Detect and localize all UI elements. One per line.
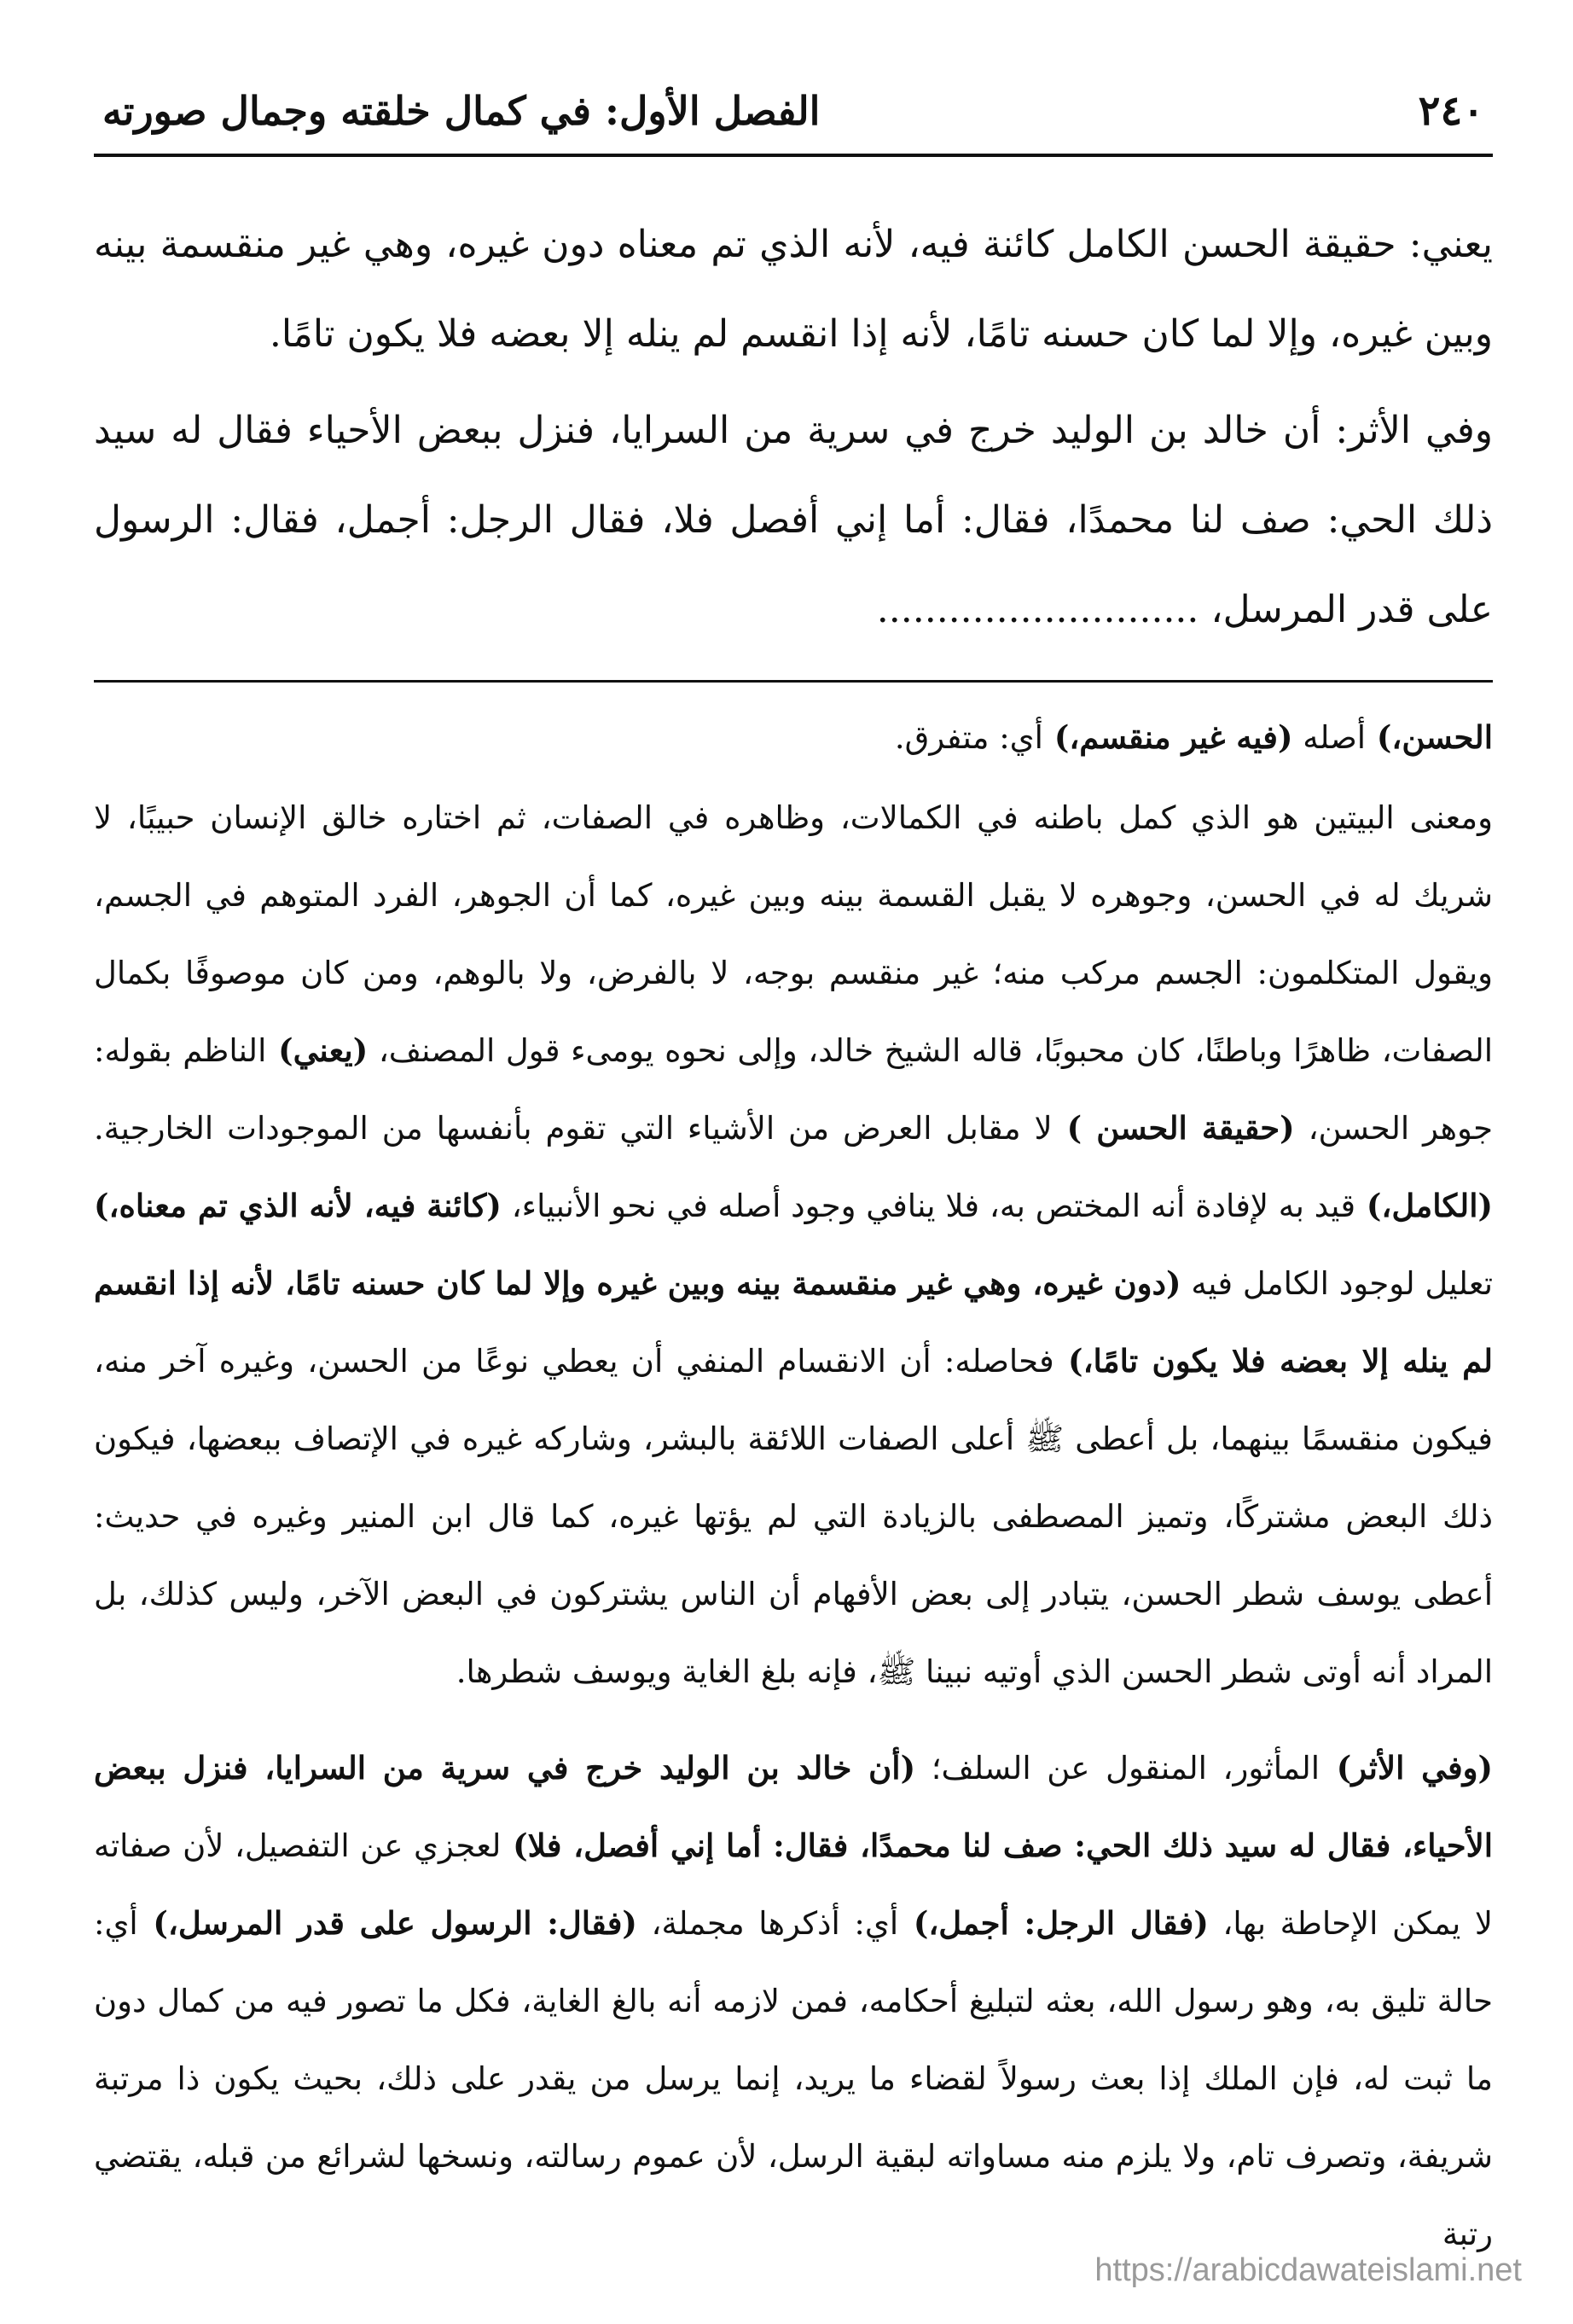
commentary-paragraph [94, 705, 1493, 770]
bold-quote-segment: (فقال الرجل: أجمل،) [898, 1904, 1209, 1942]
text-segment: تعليل لوجود الكامل فيه [1181, 1265, 1493, 1302]
text-segment: فحاصله: أن الانقسام المنفي أن يعطي نوعًا من الحسن، وغيره آخر منه، فيكون منقسمًا بينهما، بل أعطى ﷺ أعلى الصفات اللائقة بالبشر، وشاركه غيره في الإتصاف ببعضها، فيكون ذلك البعض مشتركًا، وتميز المصطفى بالزيادة التي لم يؤتها غيره، كما قال ابن المنير وغيره في حديث: أعطى يوسف شطر الحسن، يتبادر إلى بعض الأفهام أن الناس يشتركون في البعض الآخر، وليس كذلك، بل المراد أنه أوتى شطر الحسن الذي أوتيه نبينا ﷺ، فإنه بلغ الغاية ويوسف شطرها. [94, 1343, 1493, 1690]
text-segment: لا مقابل العرض من الأشياء التي تقوم بأنفسها من الموجودات الخارجية. [94, 1110, 1053, 1147]
main-text-span: وفي الأثر: أن خالد بن الوليد خرج في سرية من السرايا، فنزل ببعض الأحياء فقال له سيد ذلك الحي: صف لنا محمدًا، فقال: أما إني أفصل فلا، فقال الرجل: أجمل، فقال: الرسول على قدر المرسل، [94, 409, 1493, 631]
bold-quote-segment: (حقيقة الحسن ) [1052, 1109, 1295, 1147]
text-segment: المأثور، المنقول عن السلف؛ [915, 1750, 1320, 1787]
bold-quote-segment: (وفي الأثر) [1320, 1749, 1494, 1787]
bold-quote-segment: (أن خالد بن الوليد خرج في سرية من السرايا، فنزل ببعض الأحياء، فقال له سيد ذلك الحي: صف لنا محمدًا، فقال: أما إني أفصل، فلا) [94, 1749, 1493, 1864]
main-text-paragraph: يعني: حقيقة الحسن الكامل كائنة فيه، لأنه الذي تم معناه دون غيره، وهي غير منقسمة بينه وبين غيره، وإلا لما كان حسنه تامًا، لأنه إذا انقسم لم ينله إلا بعضه فلا يكون تامًا. [94, 223, 1493, 356]
bold-quote-segment: الحسن،) [1366, 718, 1493, 756]
page-header [94, 68, 1493, 157]
bold-quote-segment: (يعني) [266, 1031, 369, 1069]
watermark-url: https://arabicdawateislami.net [1094, 2252, 1522, 2288]
bold-quote-segment: (دون غيره، وهي غير منقسمة بينه وبين غيره وإلا لما كان حسنه تامًا، لأنه إذا انقسم لم ينله إلا بعضه فلا يكون تامًا،) [94, 1264, 1493, 1380]
main-text [94, 200, 1493, 654]
text-segment: أصله [1292, 719, 1367, 756]
page-number: ٢٤٠ [1418, 87, 1484, 135]
text-segment: ومعنى البيتين هو الذي كمل باطنه في الكمالات، وظاهره في الصفات، ثم اختاره خالق الإنسان حبيبًا، لا شريك له في الحسن، وجوهره لا يقبل القسمة بينه وبين غيره، كما أن الجوهر، الفرد المتوهم في الجسم، ويقول المتكلمون: الجسم مركب منه؛ غير منقسم بوجه، لا بالفرض، ولا بالوهم، ومن كان موصوفًا بكمال الصفات، ظاهرًا وباطنًا، كان محبوبًا، قاله الشيخ خالد، وإلى نحوه يومىء قول المصنف، [94, 799, 1494, 1069]
text-segment: الناظم بقوله: جوهر الحسن، [94, 1032, 1493, 1147]
footnote-divider [94, 680, 1493, 683]
bold-quote-segment: (فيه غير منقسم،) [1042, 718, 1293, 756]
text-segment: أي: أذكرها مجملة، [636, 1905, 899, 1942]
commentary-paragraph [94, 1729, 1493, 2273]
text-segment: قيد به لإفادة أنه المختص به، فلا ينافي وجود أصله في نحو الأنبياء، [501, 1188, 1356, 1224]
commentary-paragraph [94, 779, 1493, 1711]
text-segment: أي: حالة تليق به، وهو رسول الله، بعثه لتبليغ أحكامه، فمن لازمه أنه بالغ الغاية، فكل ما تصور فيه من كمال دون ما ثبت له، فإن الملك إذا بعث رسولاً لقضاء ما يريد، إنما يرسل من يقدر على ذلك، بحيث يكون ذا مرتبة شريفة، وتصرف تام، ولا يلزم منه مساواته لبقية الرسل، لأن عموم رسالته، ونسخها لشرائع من قبله، يقتضي رتبة [94, 1905, 1493, 2252]
book-page [94, 68, 1493, 2292]
bold-quote-segment: (كائنة فيه، لأنه الذي تم معناه،) [94, 1187, 502, 1224]
chapter-title: الفصل الأول: في كمال خلقته وجمال صورته [102, 88, 821, 134]
bold-quote-segment: (فقال: الرسول على قدر المرسل،) [137, 1904, 637, 1942]
commentary [94, 705, 1493, 2273]
text-segment: أي: متفرق. [894, 719, 1043, 756]
bold-quote-segment: (الكامل،) [1355, 1187, 1493, 1224]
ellipsis-dots: ........................... [876, 588, 1199, 631]
text-segment: لعجزي عن التفصيل، لأن صفاته لا يمكن الإحاطة بها، [94, 1827, 1493, 1942]
main-text-paragraph [94, 386, 1493, 654]
